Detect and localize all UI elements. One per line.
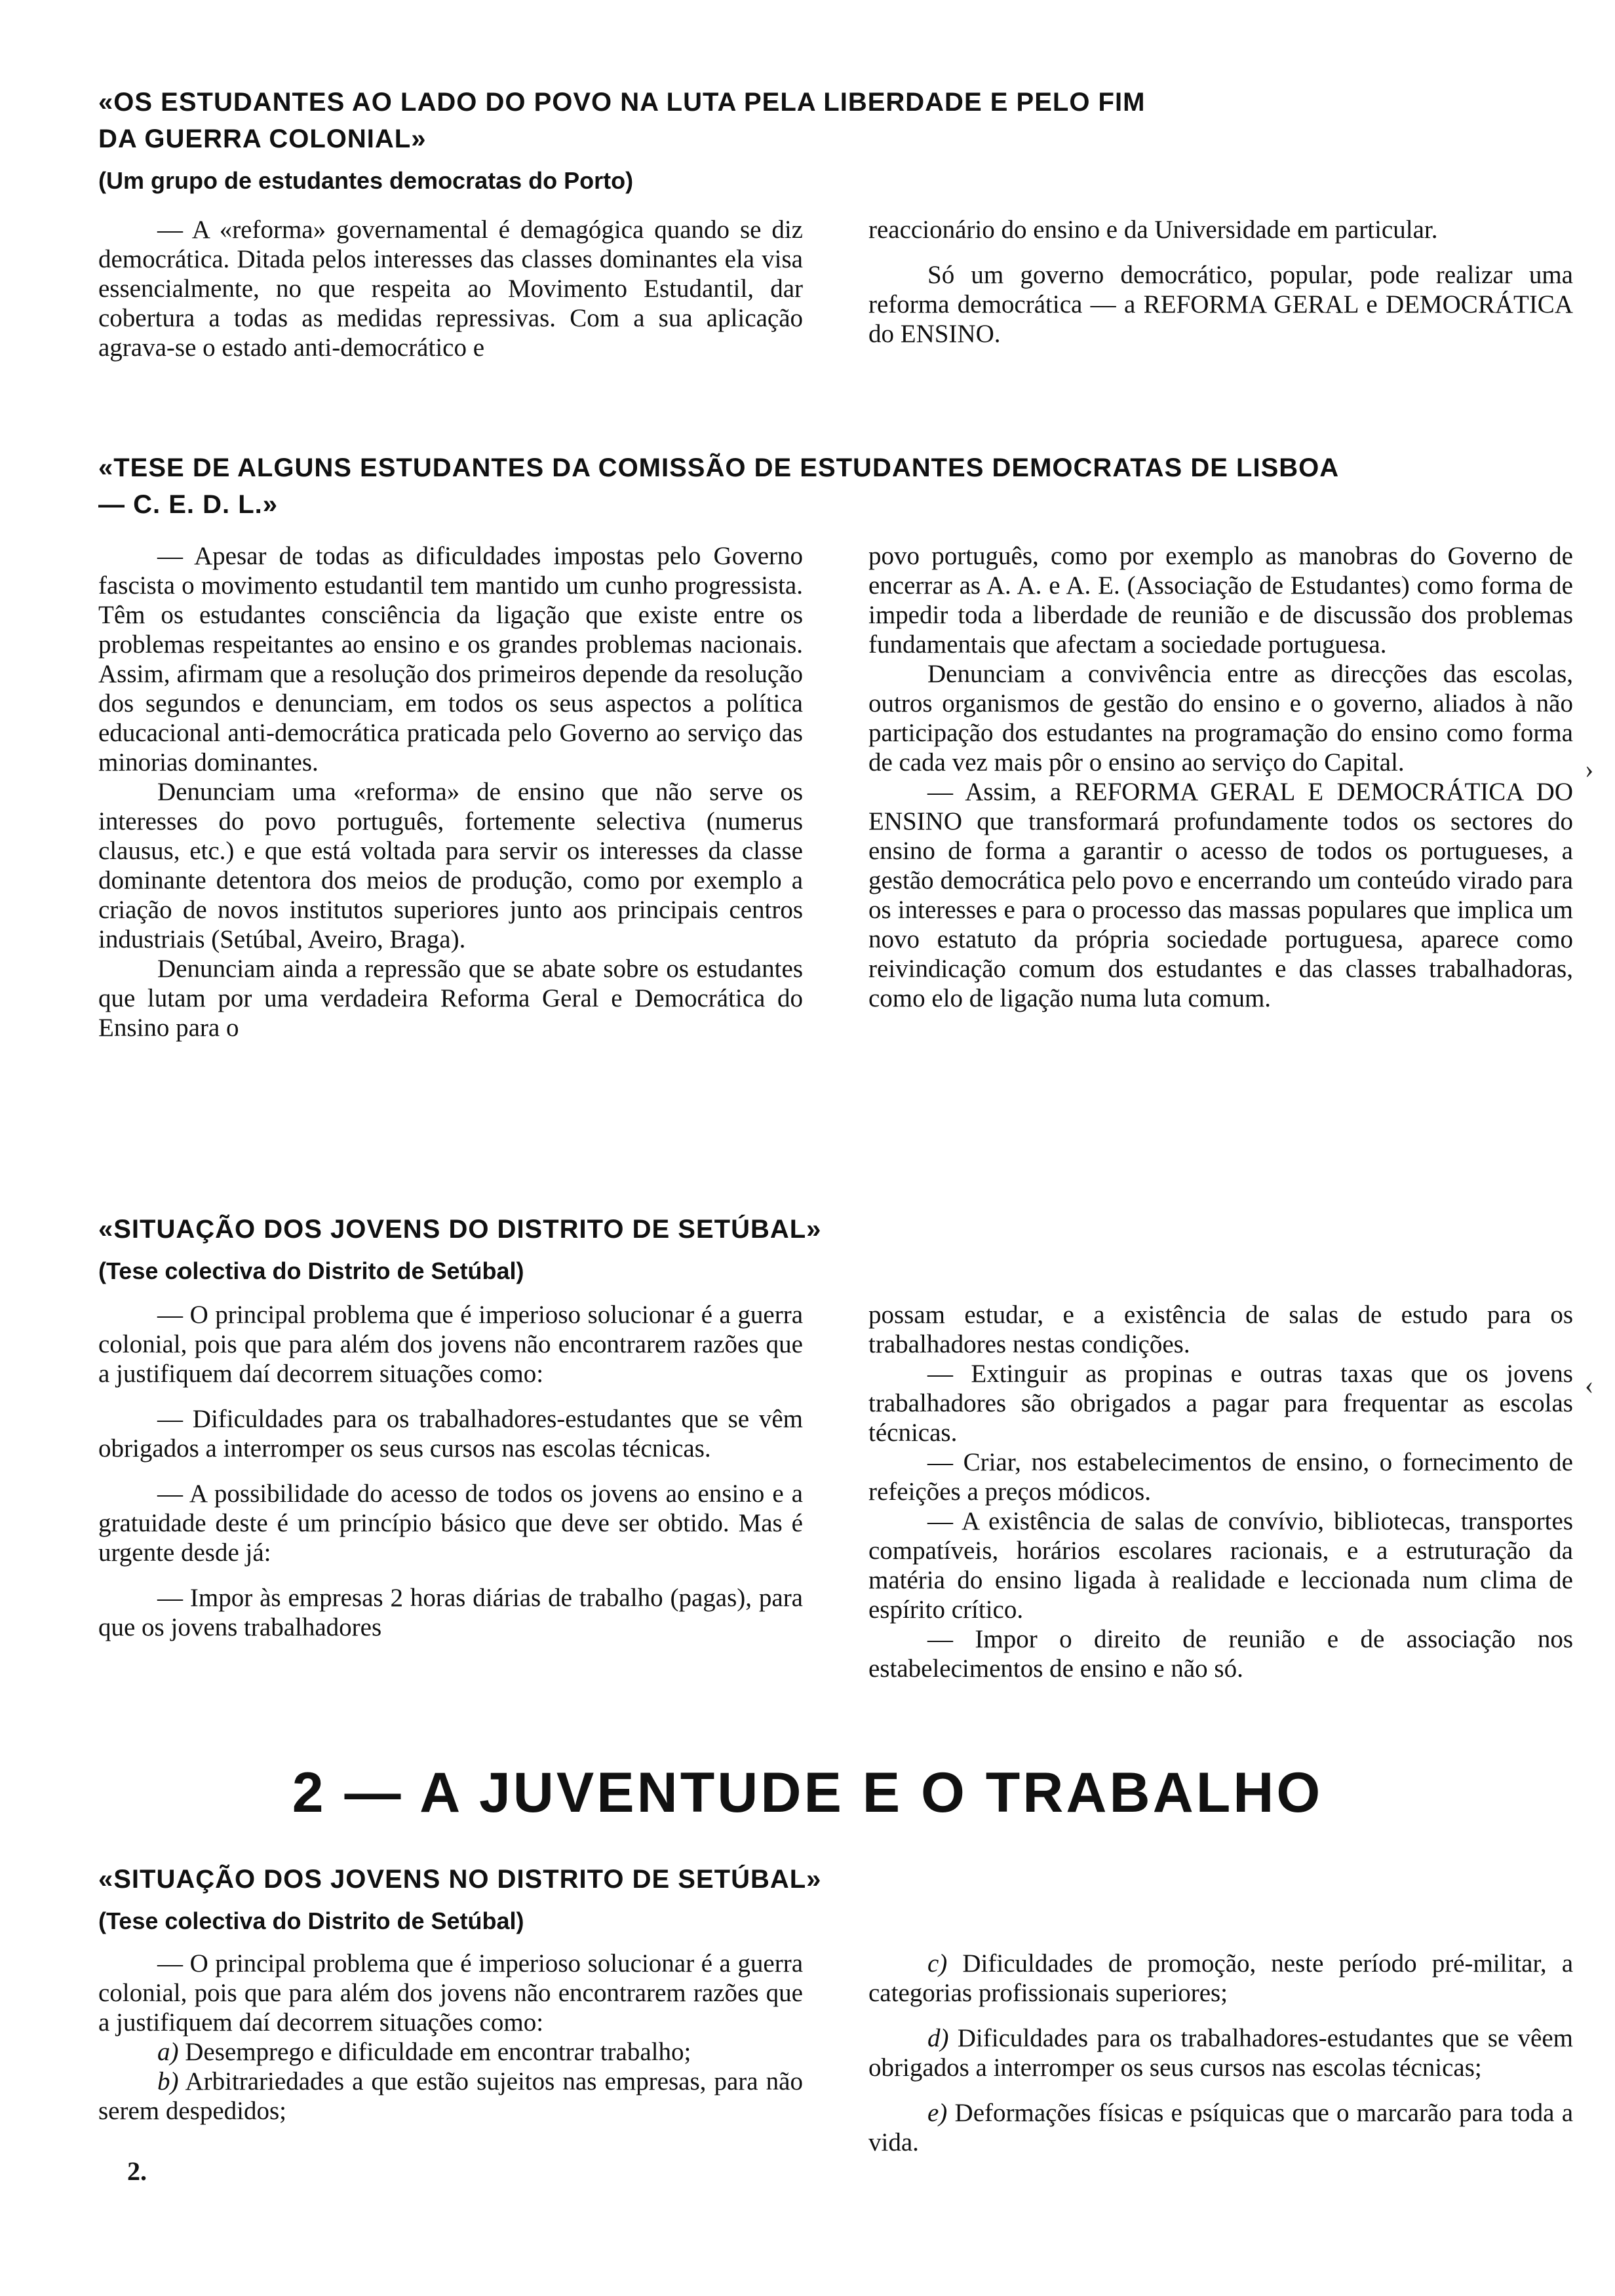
section-subheading: (Um grupo de estudantes democratas do Porto) [98, 167, 634, 194]
paragraph: povo português, como por exemplo as manobras do Governo de encerrar as A. A. e A. E. (Associação de Estudantes) como forma de impedir toda a liberdade de reunião e de discussão dos problemas fundamentais que afectam a sociedade portuguesa. [868, 542, 1573, 659]
paragraph: — A «reforma» governamental é demagógica quando se diz democrática. Ditada pelos interesses das classes dominantes ela visa essencialmente, no que respeita ao Movimento Estudantil, dar cobertura a todas as medidas repressivas. Com a sua aplicação agrava-se o estado anti-democrático e [98, 216, 803, 362]
section-heading: «OS ESTUDANTES AO LADO DO POVO NA LUTA PELA LIBERDADE E PELO FIM DA GUERRA COLONIAL» [98, 88, 1146, 153]
section-subheading: (Tese colectiva do Distrito de Setúbal) [98, 1257, 524, 1284]
paragraph: — O principal problema que é imperioso solucionar é a guerra colonial, pois que para além dos jovens não encontrarem razões que a justifiquem daí decorrem situações como: [98, 1301, 803, 1388]
section-heading: «SITUAÇÃO DOS JOVENS DO DISTRITO DE SETÚBAL» [98, 1215, 822, 1244]
section-setubal-trabalho [98, 1861, 1574, 2156]
section-heading: «TESE DE ALGUNS ESTUDANTES DA COMISSÃO DE ESTUDANTES DEMOCRATAS DE LISBOA — C. E. D. L.» [98, 453, 1338, 519]
two-column-text [98, 1300, 1573, 1683]
section-setubal-jovens [98, 1211, 1573, 1683]
section-subheading: (Tese colectiva do Distrito de Setúbal) [98, 1907, 524, 1934]
item-text: Dificuldades para os trabalhadores-estudantes que se vêem obrigados a interromper os seus cursos nas escolas técnicas; [868, 2024, 1574, 2082]
right-column [868, 1949, 1573, 2157]
paragraph: Denunciam uma «reforma» de ensino que não serve os interesses do povo português, fortemente selectiva (numerus clausus, etc.) e que está voltada para servir os interesses da classe dominante detentora dos meios de produção, como por exemplo a criação de novos institutos superiores junto aos principais centros industriais (Setúbal, Aveiro, Braga). [98, 778, 803, 953]
list-item [98, 2037, 803, 2067]
scan-mark-1: › [1585, 754, 1594, 784]
paragraph: — Extinguir as propinas e outras taxas que os jovens trabalhadores são obrigados a pagar para frequentar as escolas técnicas. [868, 1360, 1573, 1447]
paragraph: — Dificuldades para os trabalhadores-estudantes que se vêm obrigados a interromper os seus cursos nas escolas técnicas. [98, 1405, 803, 1463]
left-column [98, 215, 803, 362]
item-letter: a) [157, 2038, 179, 2066]
item-text: Dificuldades de promoção, neste período pré-militar, a categorias profissionais superiores; [868, 1949, 1574, 2007]
paragraph: Denunciam ainda a repressão que se abate sobre os estudantes que lutam por uma verdadeira Reforma Geral e Democrática do Ensino para o [98, 955, 803, 1042]
right-column [868, 541, 1573, 1043]
paragraph: reaccionário do ensino e da Universidade em particular. [868, 216, 1438, 244]
list-item [868, 1949, 1573, 2008]
list-item [868, 2098, 1573, 2157]
paragraph: — Impor o direito de reunião e de associação nos estabelecimentos de ensino e não só. [868, 1625, 1573, 1683]
paragraph: possam estudar, e a existência de salas de estudo para os trabalhadores nestas condições. [868, 1301, 1573, 1358]
right-column [868, 1300, 1573, 1683]
list-item [868, 2023, 1573, 2082]
two-column-text [98, 215, 1573, 362]
paragraph: — Impor às empresas 2 horas diárias de trabalho (pagas), para que os jovens trabalhadores [98, 1584, 803, 1641]
two-column-text [98, 541, 1573, 1043]
paragraph: — A existência de salas de convívio, bibliotecas, transportes compatíveis, horários escolares racionais, e a estruturação da matéria do ensino ligada à realidade e leccionada num clima de espírito crítico. [868, 1507, 1573, 1624]
list-item [98, 2067, 803, 2126]
left-column [98, 1300, 803, 1683]
paragraph: — O principal problema que é imperioso solucionar é a guerra colonial, pois que para além dos jovens não encontrarem razões que a justifiquem daí decorrem situações como: [98, 1949, 803, 2037]
right-column [868, 215, 1573, 362]
item-text: Deformações físicas e psíquicas que o marcarão para toda a vida. [868, 2099, 1574, 2156]
scan-mark-2: ‹ [1585, 1370, 1594, 1400]
item-letter: b) [157, 2067, 179, 2095]
section-porto [98, 84, 1573, 362]
item-letter: c) [927, 1949, 948, 1978]
paragraph: — Criar, nos estabelecimentos de ensino, o fornecimento de refeições a preços módicos. [868, 1448, 1573, 1506]
page-number: 2. [127, 2156, 147, 2186]
item-letter: e) [927, 2099, 948, 2127]
item-letter: d) [927, 2024, 949, 2052]
left-column [98, 1949, 803, 2157]
section-heading: «SITUAÇÃO DOS JOVENS NO DISTRITO DE SETÚBAL» [98, 1865, 822, 1894]
chapter-title: 2 — A JUVENTUDE E O TRABALHO [292, 1761, 1323, 1824]
two-column-text [98, 1949, 1573, 2157]
paragraph: Só um governo democrático, popular, pode realizar uma reforma democrática — a REFORMA GERAL e DEMOCRÁTICA do ENSINO. [868, 261, 1573, 348]
left-column [98, 541, 803, 1043]
item-text: Arbitrariedades a que estão sujeitos nas empresas, para não serem despedidos; [98, 2067, 803, 2125]
paragraph: — A possibilidade do acesso de todos os jovens ao ensino e a gratuidade deste é um princípio básico que deve ser obtido. Mas é urgente desde já: [98, 1480, 803, 1567]
item-text: Desemprego e dificuldade em encontrar trabalho; [185, 2038, 691, 2066]
paragraph: Denunciam a convivência entre as direcções das escolas, outros organismos de gestão do ensino e o governo, aliados à não participação dos estudantes na programação do ensino como forma de cada vez mais pôr o ensino ao serviço do Capital. [868, 660, 1573, 776]
section-lisboa [98, 450, 1573, 1042]
paragraph: — Apesar de todas as dificuldades impostas pelo Governo fascista o movimento estudantil tem mantido um cunho progressista. Têm os estudantes consciência da ligação que existe entre os problemas respeitantes ao ensino e os grandes problemas nacionais. Assim, afirmam que a resolução dos primeiros depende da resolução dos segundos e denunciam, em todos os seus aspectos a política educacional anti-democrática praticada pelo Governo ao serviço das minorias dominantes. [98, 542, 803, 776]
paragraph: — Assim, a REFORMA GERAL E DEMOCRÁTICA DO ENSINO que transformará profundamente todos os sectores do ensino de forma a garantir o acesso de todos os portugueses, a gestão democrática pelo povo e encerrando um conteúdo virado para os interesses e para o processo das massas populares que implica um novo estatuto da própria sociedade portuguesa, aparece como reivindicação comum dos estudantes e das classes trabalhadoras, como elo de ligação numa luta comum. [868, 778, 1573, 1012]
